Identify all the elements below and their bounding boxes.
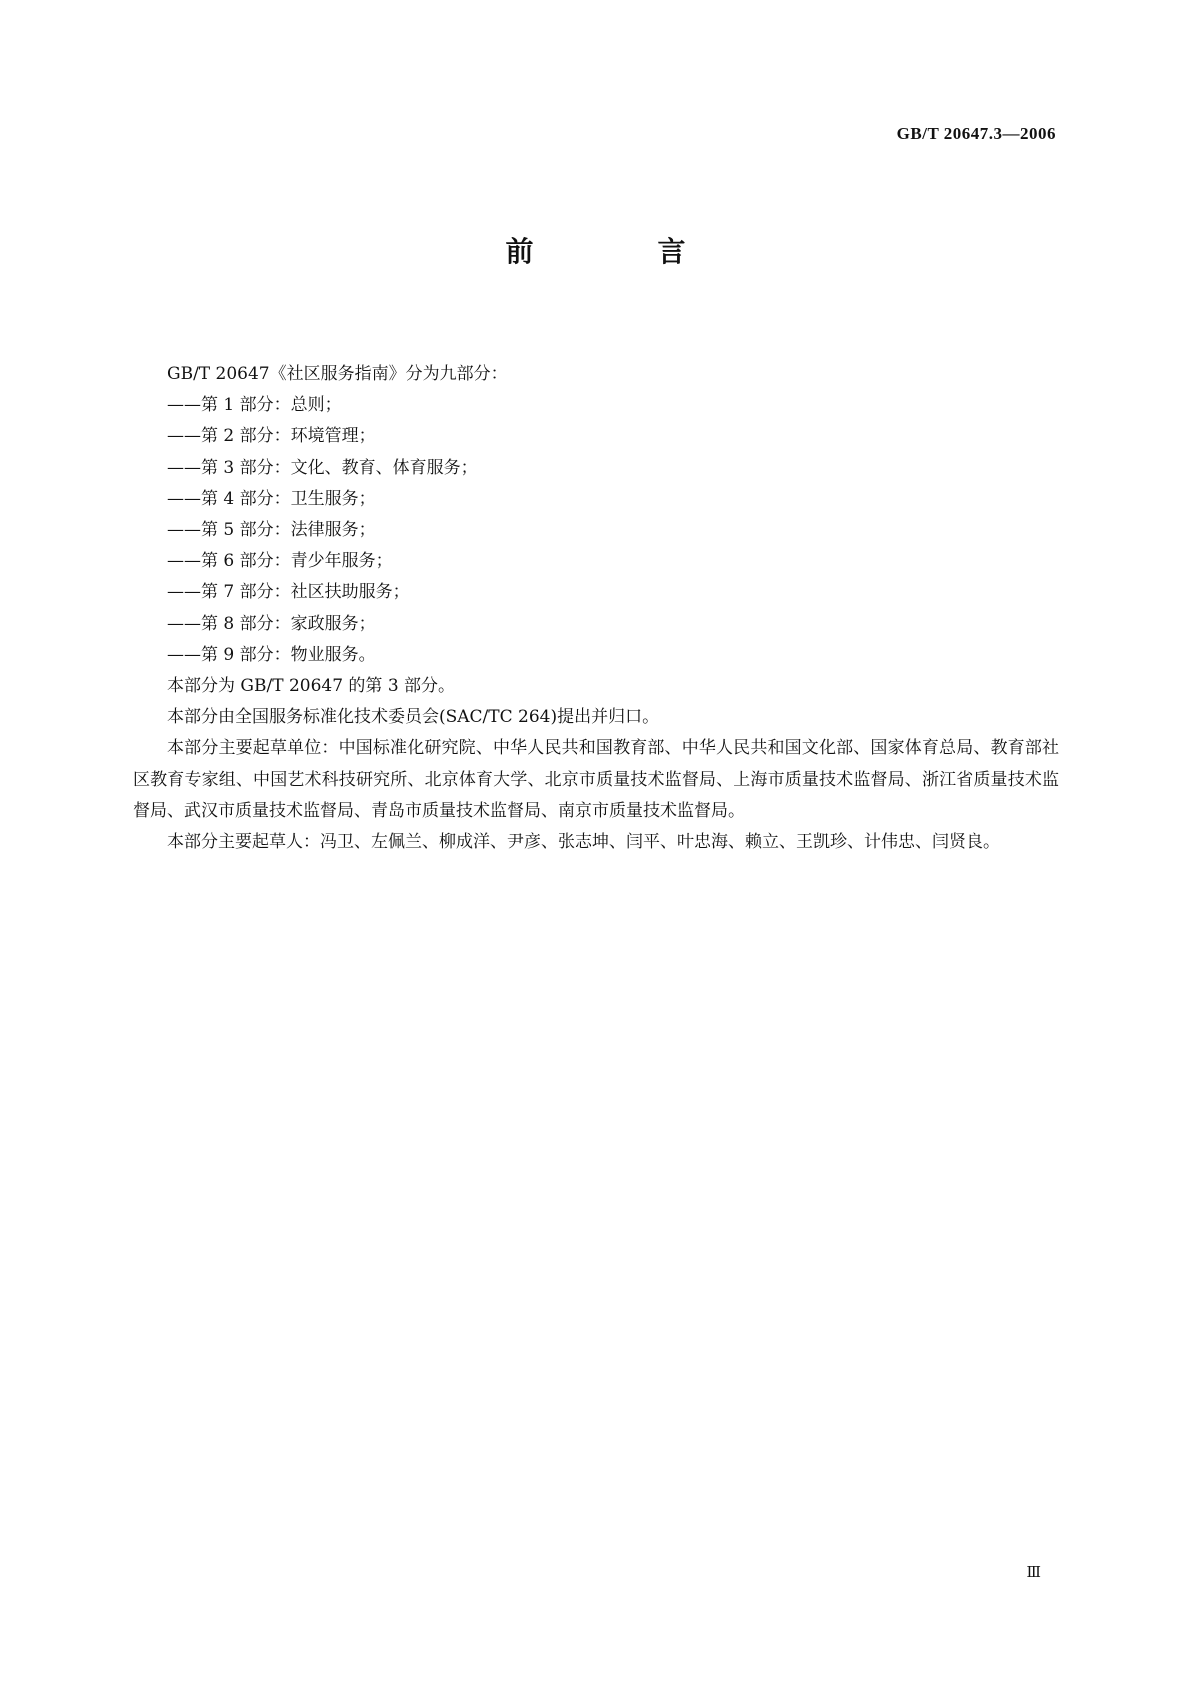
drafting-units-paragraph: 本部分主要起草单位：中国标准化研究院、中华人民共和国教育部、中华人民共和国文化部、国家体育总局、教育部社区教育专家组、中国艺术科技研究所、北京体育大学、北京市质量技术监督局、上海市质量技术监督局、浙江省质量技术监督局、武汉市质量技术监督局、青岛市质量技术监督局、南京市质量技术监督局。	[133, 738, 1059, 821]
this-part-paragraph: 本部分为 GB/T 20647 的第 3 部分。	[167, 676, 456, 697]
list-item: ——第 3 部分：文化、教育、体育服务；	[167, 457, 478, 478]
list-item: ——第 4 部分：卫生服务；	[167, 488, 376, 509]
standard-number: GB/T 20647.3—2006	[896, 124, 1056, 143]
page-number: Ⅲ	[1026, 1565, 1041, 1581]
list-item: ——第 2 部分：环境管理；	[167, 426, 376, 447]
foreword-body	[133, 359, 1059, 858]
list-item: ——第 6 部分：青少年服务；	[167, 551, 393, 572]
proposer-paragraph: 本部分由全国服务标准化技术委员会(SAC/TC 264)提出并归口。	[167, 707, 660, 728]
list-item: ——第 1 部分：总则；	[167, 395, 342, 416]
list-item: ——第 5 部分：法律服务；	[167, 520, 376, 541]
intro-paragraph: GB/T 20647《社区服务指南》分为九部分：	[167, 364, 508, 384]
list-item: ——第 9 部分：物业服务。	[167, 644, 376, 665]
list-item: ——第 7 部分：社区扶助服务；	[167, 582, 410, 603]
drafters-paragraph: 本部分主要起草人：冯卫、左佩兰、柳成洋、尹彦、张志坤、闫平、叶忠海、赖立、王凯珍、计伟忠、闫贤良。	[167, 832, 1000, 853]
list-item: ——第 8 部分：家政服务；	[167, 613, 376, 634]
page-title: 前 言	[505, 235, 734, 268]
